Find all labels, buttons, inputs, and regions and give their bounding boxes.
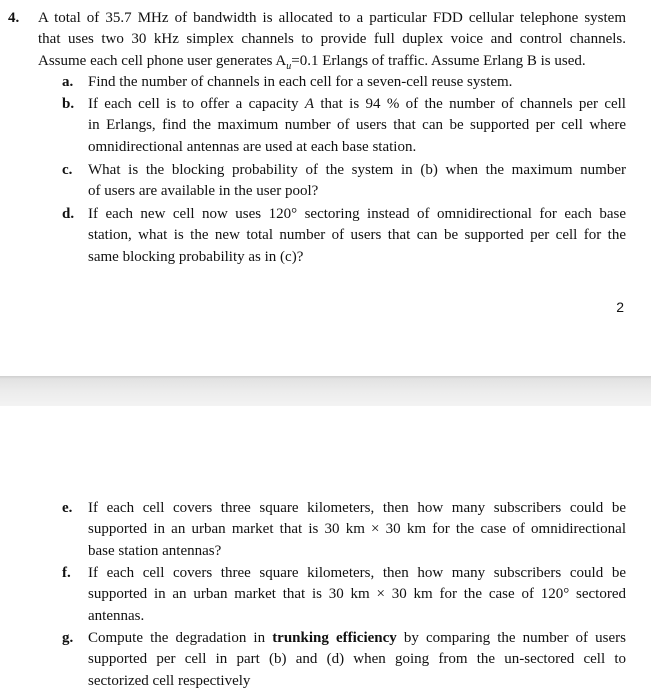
question-number: 4. [8,10,20,26]
part-b-line-2: in Erlangs, find the maximum number of users that can be supported per cell where [88,117,626,134]
part-g-keyword: trunking efficiency [272,630,397,646]
intro-subscript: u [286,60,292,72]
part-g-line-2: supported per cell in part (b) and (d) when going from the un-sectored cell to [88,651,626,668]
part-d-line-3: same blocking probability as in (c)? [88,248,304,265]
intro-line-2: that uses two 30 kHz simplex channels to provide full duplex voice and control channels. [38,31,626,48]
page-bottom [0,406,651,700]
part-a-label: a. [62,74,74,90]
part-c-line-2: of users are available in the user pool? [88,183,319,200]
part-b-label: b. [62,96,75,112]
page-break-divider [0,376,651,406]
question-intro [38,8,626,77]
part-a-text [88,72,626,93]
intro-line-3b: =0.1 Erlangs of traffic. Assume Erlang B is used. [291,52,586,69]
part-f-line-1: If each cell covers three square kilometers, then how many subscribers could be [88,565,626,581]
part-f-line-3: antennas. [88,607,145,624]
part-b-line-1a: If each cell is to offer a capacity [88,96,305,112]
part-g-line-3: sectorized cell respectively [88,672,251,689]
part-g-label: g. [62,630,74,646]
part-e-line-1: If each cell covers three square kilometers, then how many subscribers could be [88,500,626,516]
part-e-line-2: supported in an urban market that is 30 km × 30 km for the case of omnidirectional [88,521,626,538]
part-g-line-1a: Compute the degradation in [88,630,273,646]
part-f-text [88,563,626,627]
part-b-var: A [304,96,315,112]
part-d-line-2: station, what is the new total number of users that can be supported per cell for the [88,227,626,244]
part-a-line-1: Find the number of channels in each cell for a seven-cell reuse system. [88,74,513,90]
part-b-line-1b: that is 94 % of the number of channels per cell [314,96,626,112]
page-number: 2 [616,299,624,315]
part-g-line-1b: by comparing the number of users [396,630,626,646]
part-c-text [88,160,626,203]
part-d-label: d. [62,206,75,222]
part-f-label: f. [62,565,71,581]
part-b-line-3: omnidirectional antennas are used at each base station. [88,138,417,155]
intro-line-3a: Assume each cell phone user generates A [38,52,287,69]
part-g-text [88,628,626,692]
part-f-line-2: supported in an urban market that is 30 km × 30 km for the case of 120° sectored [88,586,626,603]
intro-line-1: A total of 35.7 MHz of bandwidth is allocated to a particular FDD cellular telephone system [38,10,626,26]
part-e-line-3: base station antennas? [88,542,222,559]
part-e-label: e. [62,500,73,516]
part-c-label: c. [62,162,73,178]
part-d-text [88,204,626,268]
part-c-line-1: What is the blocking probability of the system in (b) when the maximum number [88,162,626,178]
part-b-line-1 [88,94,626,115]
part-b-text [88,94,626,158]
part-d-line-1: If each new cell now uses 120° sectoring instead of omnidirectional for each base [88,206,626,222]
part-e-text [88,498,626,562]
part-g-line-1 [88,628,626,649]
